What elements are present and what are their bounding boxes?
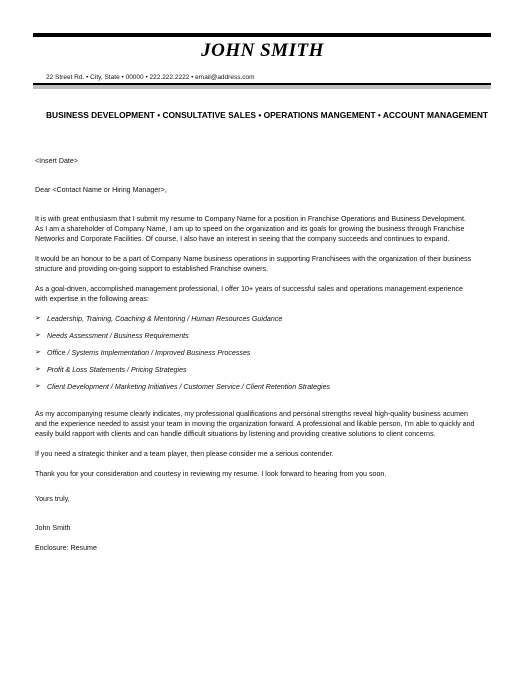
paragraph-contender: If you need a strategic thinker and a team player, then please consider me a serious contender. xyxy=(35,450,334,458)
paragraph-intro: It is with great enthusiasm that I submit my resume to Company Name for a position in Franchise Operations and Business Development. As I am a shareholder of Company Name, I am up to speed on the organization and its goals for growing the business through Franchise Networks and Corporate Facilities. Of course, I also have an interest in seeing that the company succeeds and continues to expand. xyxy=(35,215,466,243)
list-item: ➢ Client Development / Marketing Initiatives / Customer Service / Client Retention Strategies xyxy=(35,383,331,391)
arrowhead-bullet-icon: ➢ xyxy=(35,332,41,339)
paragraph-honour: It would be an honour to be a part of Company Name business operations in supporting Franchisees with the organization of their business structure and providing on-going support to established Franchise owners. xyxy=(35,255,472,273)
arrowhead-bullet-icon: ➢ xyxy=(35,366,41,373)
header-top-rule xyxy=(33,33,491,37)
letter-body xyxy=(35,156,475,553)
list-item: ➢ Needs Assessment / Business Requirements xyxy=(35,332,189,340)
arrowhead-bullet-icon: ➢ xyxy=(35,315,41,322)
contact-info: 22 Street Rd. • City, State • 00000 • 222.222.2222 • email@address.com xyxy=(46,74,255,81)
header-rule-grey xyxy=(33,85,491,89)
list-item: ➢ Leadership, Training, Coaching & Mentoring / Human Resources Guidance xyxy=(35,315,283,323)
list-item: ➢ Profit & Loss Statements / Pricing Strategies xyxy=(35,366,187,374)
applicant-name: JOHN SMITH xyxy=(201,40,324,61)
arrowhead-bullet-icon: ➢ xyxy=(35,349,41,356)
arrowhead-bullet-icon: ➢ xyxy=(35,383,41,390)
paragraph-qualifications: As my accompanying resume clearly indicates, my professional qualifications and personal strengths reveal high-quality business acumen and the experience needed to assist your team in moving the organization forward. A professional and likable person, I'm able to quickly and easily build rapport with clients and can handle difficult situations by listening and providing creative solutions to client concerns. xyxy=(35,410,475,438)
expertise-headline: BUSINESS DEVELOPMENT • CONSULTATIVE SALES • OPERATIONS MANGEMENT • ACCOUNT MANAGEMENT xyxy=(46,110,488,120)
paragraph-thanks: Thank you for your consideration and courtesy in reviewing my resume. I look forward to hearing from you soon. xyxy=(35,470,387,478)
paragraph-expertise: As a goal-driven, accomplished management professional, I offer 10+ years of successful sales and operations management experience with expertise in the following areas: xyxy=(35,285,463,303)
expertise-list xyxy=(35,314,475,399)
letter-date: <Insert Date> xyxy=(35,157,78,165)
enclosure-note: Enclosure: Resume xyxy=(35,544,97,552)
signoff: Yours truly, xyxy=(35,495,70,503)
list-item: ➢ Office / Systems Implementation / Improved Business Processes xyxy=(35,349,251,357)
signature-name: John Smith xyxy=(35,524,71,532)
salutation: Dear <Contact Name or Hiring Manager>, xyxy=(35,186,167,194)
